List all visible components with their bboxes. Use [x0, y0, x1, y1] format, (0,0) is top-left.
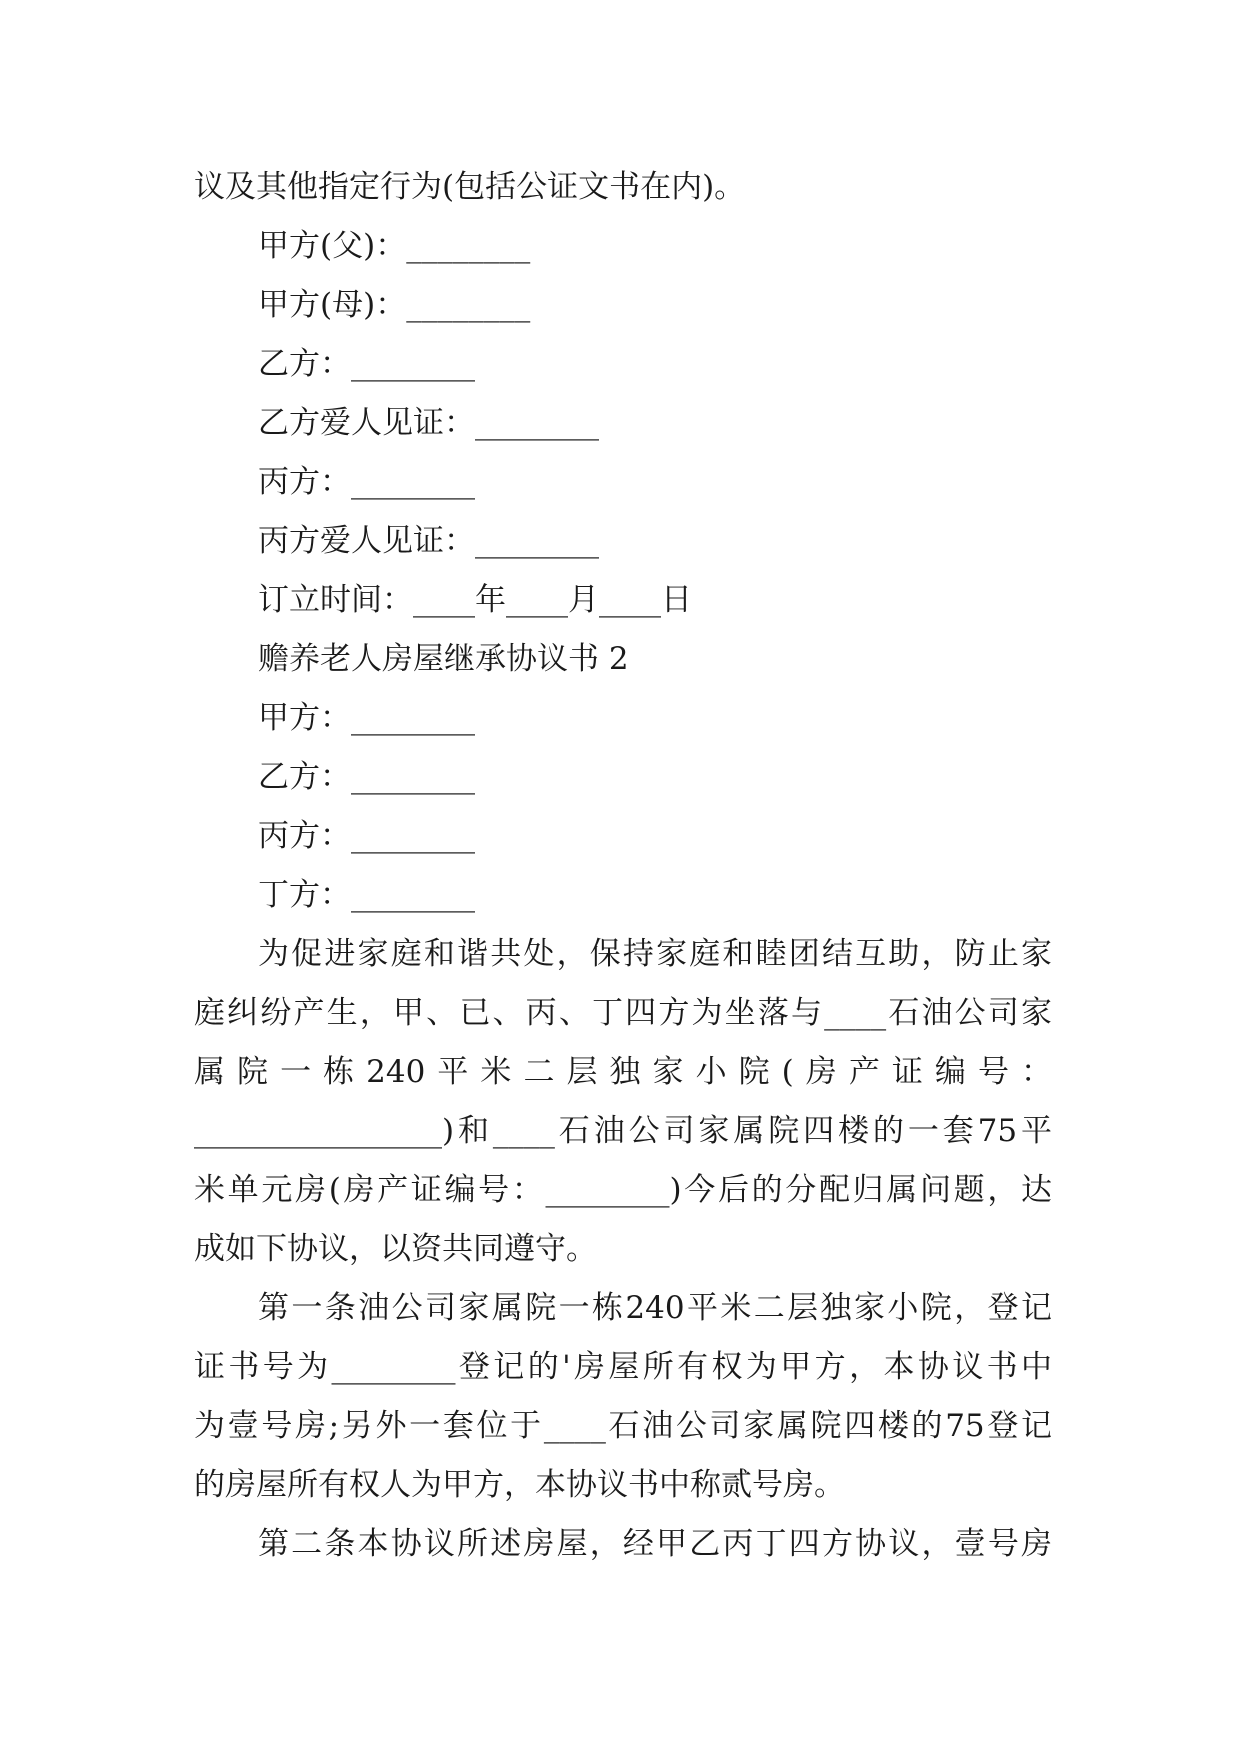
article-line: 第二条本协议所述房屋，经甲乙丙丁四方协议，壹号房	[258, 1526, 1052, 1562]
article-line: 第一条油公司家属院一栋240平米二层独家小院，登记	[258, 1290, 1052, 1326]
paragraph-line: 米单元房(房产证编号：________)今后的分配归属问题，达	[194, 1172, 1052, 1208]
paragraph-line: 成如下协议，以资共同遵守。	[194, 1231, 597, 1267]
paragraph-line: ________________)和____石油公司家属院四楼的一套75平	[194, 1113, 1052, 1149]
paragraph-line: 属院一栋240平米二层独家小院(房产证编号：	[194, 1054, 1052, 1090]
signature-line-party-b: 乙方：________	[258, 346, 475, 382]
text-line: 议及其他指定行为(包括公证文书在内)。	[194, 169, 746, 205]
signature-line-party-c-spouse-witness: 丙方爱人见证：________	[258, 523, 599, 559]
signature-line-party-c: 丙方：________	[258, 464, 475, 500]
party-line-b: 乙方：________	[258, 759, 475, 795]
article-line: 为壹号房;另外一套位于____石油公司家属院四楼的75登记	[194, 1408, 1052, 1444]
signature-line-party-b-spouse-witness: 乙方爱人见证：________	[258, 405, 599, 441]
document-body	[194, 158, 1052, 1574]
agreement-title: 赡养老人房屋继承协议书 2	[258, 641, 629, 677]
party-line-d: 丁方：________	[258, 877, 475, 913]
signature-line-party-a-father: 甲方(父)：________	[258, 228, 531, 264]
paragraph-line: 庭纠纷产生，甲、已、丙、丁四方为坐落与____石油公司家	[194, 995, 1052, 1031]
paragraph-line: 为促进家庭和谐共处，保持家庭和睦团结互助，防止家	[258, 936, 1052, 972]
signature-line-party-a-mother: 甲方(母)：________	[258, 287, 531, 323]
article-line: 证书号为________登记的'房屋所有权为甲方，本协议书中	[194, 1349, 1052, 1385]
party-line-c: 丙方：________	[258, 818, 475, 854]
article-line: 的房屋所有权人为甲方，本协议书中称贰号房。	[194, 1467, 845, 1503]
date-line: 订立时间：____年____月____日	[258, 582, 692, 618]
party-line-a: 甲方：________	[258, 700, 475, 736]
